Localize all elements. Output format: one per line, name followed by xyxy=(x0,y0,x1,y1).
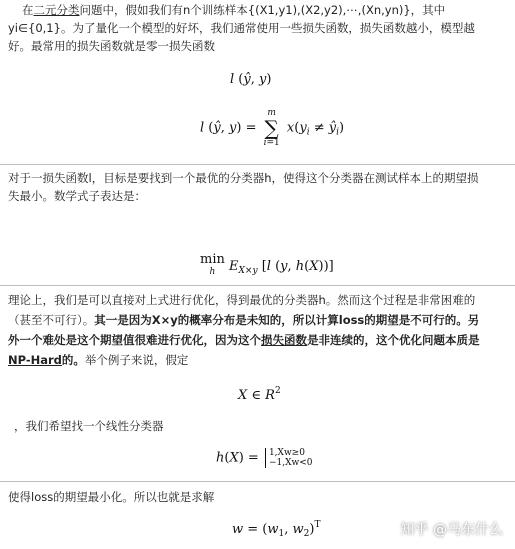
link-loss-function[interactable]: 损失函数 xyxy=(261,333,307,347)
paragraph-theory-line-3 xyxy=(8,332,480,348)
paragraph-intro-line-2: yi∈{0,1}。为了量化一个模型的好坏，我们通常使用一些损失函数，损失函数越小，模型越 xyxy=(8,21,475,35)
divider xyxy=(0,481,515,482)
paragraph-theory-line-4 xyxy=(8,352,188,368)
link-np-hard[interactable]: NP-Hard xyxy=(8,353,62,367)
bold-text-span: 外一个难处是这个期望值很难进行优化，因为这个 xyxy=(8,333,261,347)
paragraph-minimize: 使得loss的期望最小化。所以也就是求解 xyxy=(8,490,215,504)
bold-text-span: 其一是因为X×y的概率分布是未知的，所以计算loss的期望是不可行的。另 xyxy=(94,313,480,327)
formula-loss: l (ŷ, y) xyxy=(230,72,272,87)
text-span: 举个例子来说，假定 xyxy=(84,353,189,367)
link-binary-classification[interactable]: 二元分类 xyxy=(33,3,80,17)
watermark: 知乎 @马东什么 xyxy=(400,522,503,538)
paragraph-intro-line-1 xyxy=(22,2,445,18)
paragraph-objective-line-2: 失最小。数学式子表达是： xyxy=(8,189,146,203)
paragraph-theory-line-2 xyxy=(8,312,479,328)
divider xyxy=(0,285,515,286)
formula-x-in-r2: X ∈ $R^2$ xyxy=(238,386,281,403)
formula-weight-vector: $w = (w_1$, $w_2)^T$ xyxy=(232,520,321,539)
paragraph-linear-classifier: ，我们希望找一个线性分类器 xyxy=(14,419,164,433)
formula-zero-one-loss: l (ŷ, y) = m ∑ i=1 $x(y_i$ ≠ $ŷ_i$) xyxy=(200,108,345,148)
text-span: 问题中，假如我们有n个训练样本{(X1,y1),(X2,y2),⋯,(Xn,yn)}，其中 xyxy=(79,3,446,17)
paragraph-objective-line-1: 对于一损失函数l，目标是要找到一个最优的分类器h，使得这个分类器在测试样本上的期望损 xyxy=(8,171,479,185)
bold-text-span: 是非连续的，这个优化问题本质是 xyxy=(307,333,480,347)
bold-text-span: 的。 xyxy=(61,353,85,367)
text-span: 在 xyxy=(22,3,34,17)
paragraph-intro-line-3: 好。最常用的损失函数就是零一损失函数 xyxy=(8,39,215,53)
divider xyxy=(0,164,515,165)
text-span: （甚至不可行）。 xyxy=(8,313,95,327)
paragraph-theory-line-1: 理论上，我们是可以直接对上式进行优化，得到最优的分类器h。然而这个过程是非常困难的 xyxy=(8,293,476,307)
formula-expected-loss: min h $E_{X\times y}$ [l (y, h(X))] xyxy=(200,252,334,277)
formula-linear-classifier: h(X) = 1,Xw≥0 −1,Xw<0 xyxy=(216,448,313,468)
